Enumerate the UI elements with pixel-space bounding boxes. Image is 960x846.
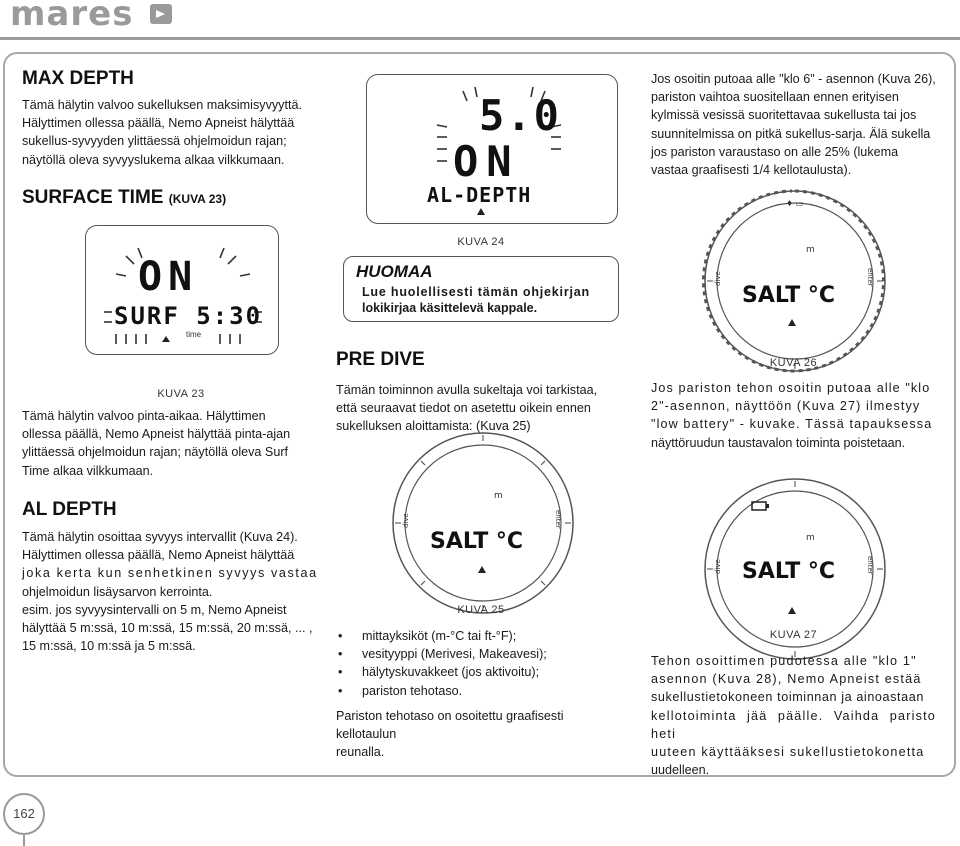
svg-text:SALT °C: SALT °C — [430, 529, 524, 554]
kuva24-al-depth: AL-DEPTH — [427, 183, 532, 207]
kuva25-caption: KUVA 25 — [457, 604, 505, 616]
svg-text:dive: dive — [402, 513, 410, 528]
brand-logo: mares — [10, 0, 134, 34]
bullet-battery: • pariston tehotaso. — [336, 682, 626, 700]
kuva25-dial — [388, 428, 578, 618]
al-depth-text: Tämä hälytin osoittaa syvyys intervallit (Kuva 24). Hälyttimen ollessa päällä, Nemo Apneist hälyttää joka kerta kun senhetkinen syvyys vastaa ohjelmoidun lisäysarvon kerrointa. esim. jos syvyysintervalli on 5 m, Nemo Apneist hälyttää 5 m:ssä, 10 m:ssä, 15 m:ssä, 20 m:ssä, ... , 15 m:ssä, 10 m:ssä ja 5 m:ssä. — [22, 530, 318, 654]
svg-text:♦ ▭: ♦ ▭ — [786, 199, 804, 208]
page-number-tick — [23, 835, 25, 846]
note-text: Lue huolellisesti tämän ohjekirjan lokikirjaa käsittelevä kappale. — [362, 285, 590, 315]
svg-text:m: m — [806, 245, 815, 255]
max-depth-text: Tämä hälytin valvoo sukelluksen maksimisyvyyttä. Hälyttimen ollessa päällä, Nemo Apneist hälyttää sukellus-syvyyden ylittäessä ohjelmoidun rajan; näytöllä oleva syvyyslukema alkaa vilkkumaan. — [22, 98, 302, 167]
battery-note: Pariston tehotaso on osoitettu graafisesti kellotaulun reunalla. — [336, 709, 564, 760]
svg-text:dive: dive — [714, 559, 722, 574]
svg-text:enter: enter — [866, 268, 874, 287]
kuva26-dial — [700, 186, 890, 376]
svg-text:dive: dive — [714, 271, 722, 286]
svg-text:enter: enter — [554, 510, 562, 529]
kuva26-caption: KUVA 26 — [769, 357, 818, 369]
max-depth-heading: MAX DEPTH — [22, 68, 134, 89]
battery-outro-text: Tehon osoittimen pudotessa alle "klo 1" asennon (Kuva 28), Nemo Apneist estää sukellustietokoneen toiminnan ja ainoastaan kellotoiminta jää päälle. Vaihda paristo heti uuteen käyttääksesi sukellustietokonetta uudelleen. — [651, 654, 936, 778]
svg-text:SALT °C: SALT °C — [742, 283, 836, 308]
kuva23-surf: SURF 5:30 — [114, 302, 263, 330]
surface-time-heading: SURFACE TIME (KUVA 23) — [22, 187, 227, 208]
bullet-water: • vesityyppi (Merivesi, Makeavesi); — [336, 645, 626, 663]
al-depth-heading: AL DEPTH — [22, 499, 117, 520]
svg-text:SALT °C: SALT °C — [742, 559, 836, 584]
pre-dive-bullets — [336, 627, 626, 700]
svg-text:m: m — [806, 533, 815, 543]
bullet-units: • mittayksiköt (m-°C tai ft-°F); — [336, 627, 626, 645]
brand-arrow-icon — [150, 4, 172, 24]
header-band — [0, 0, 960, 40]
kuva24-caption: KUVA 24 — [457, 236, 505, 248]
battery-intro-text: Jos osoitin putoaa alle "klo 6" - asennon (Kuva 26), pariston vaihtoa suositellaan ennen erityisen kylmissä vesissä suoritettavaa sukellusta tai jos suunnitelmissa on pitkä sukellus-sarja. Älä sukella jos pariston varaustaso on alle 25% (lukema vastaa graafisesti 1/4 kellotaulusta). — [651, 72, 936, 178]
kuva27-caption: KUVA 27 — [769, 629, 818, 641]
pre-dive-heading: PRE DIVE — [336, 349, 425, 370]
kuva23-on: ON — [138, 254, 199, 300]
bullet-alarms: • hälytyskuvakkeet (jos aktivoitu); — [336, 663, 626, 681]
kuva23-text: Tämä hälytin valvoo pinta-aikaa. Hälyttimen ollessa päällä, Nemo Apneist hälyttää pinta-ajan ylittäessä ohjelmoidun rajan; näytöllä oleva Surf Time alkaa vilkkumaan. — [22, 409, 291, 478]
kuva23-time-label: time — [186, 330, 202, 339]
pre-dive-text: Tämän toiminnon avulla sukeltaja voi tarkistaa, että seuraavat tiedot on asetettu oikein ennen sukelluksen aloittamista: (Kuva 25) — [336, 383, 598, 434]
note-title: HUOMAA — [356, 262, 433, 281]
svg-text:m: m — [494, 491, 503, 501]
low-battery-text: Jos pariston tehon osoitin putoaa alle "klo 2"-asennon, näyttöön (Kuva 27) ilmestyy "low battery" - kuvake. Tässä tapauksessa näyttöruudun taustavalon toiminta poistetaan. — [651, 381, 933, 450]
page-number: 162 — [13, 806, 35, 821]
kuva24-lcd — [366, 74, 618, 224]
kuva24-on: ON — [453, 137, 520, 186]
svg-text:enter: enter — [866, 556, 874, 575]
kuva23-lcd — [85, 225, 279, 355]
kuva24-depth: 5.0 — [479, 91, 561, 140]
kuva23-caption: KUVA 23 — [157, 388, 205, 400]
